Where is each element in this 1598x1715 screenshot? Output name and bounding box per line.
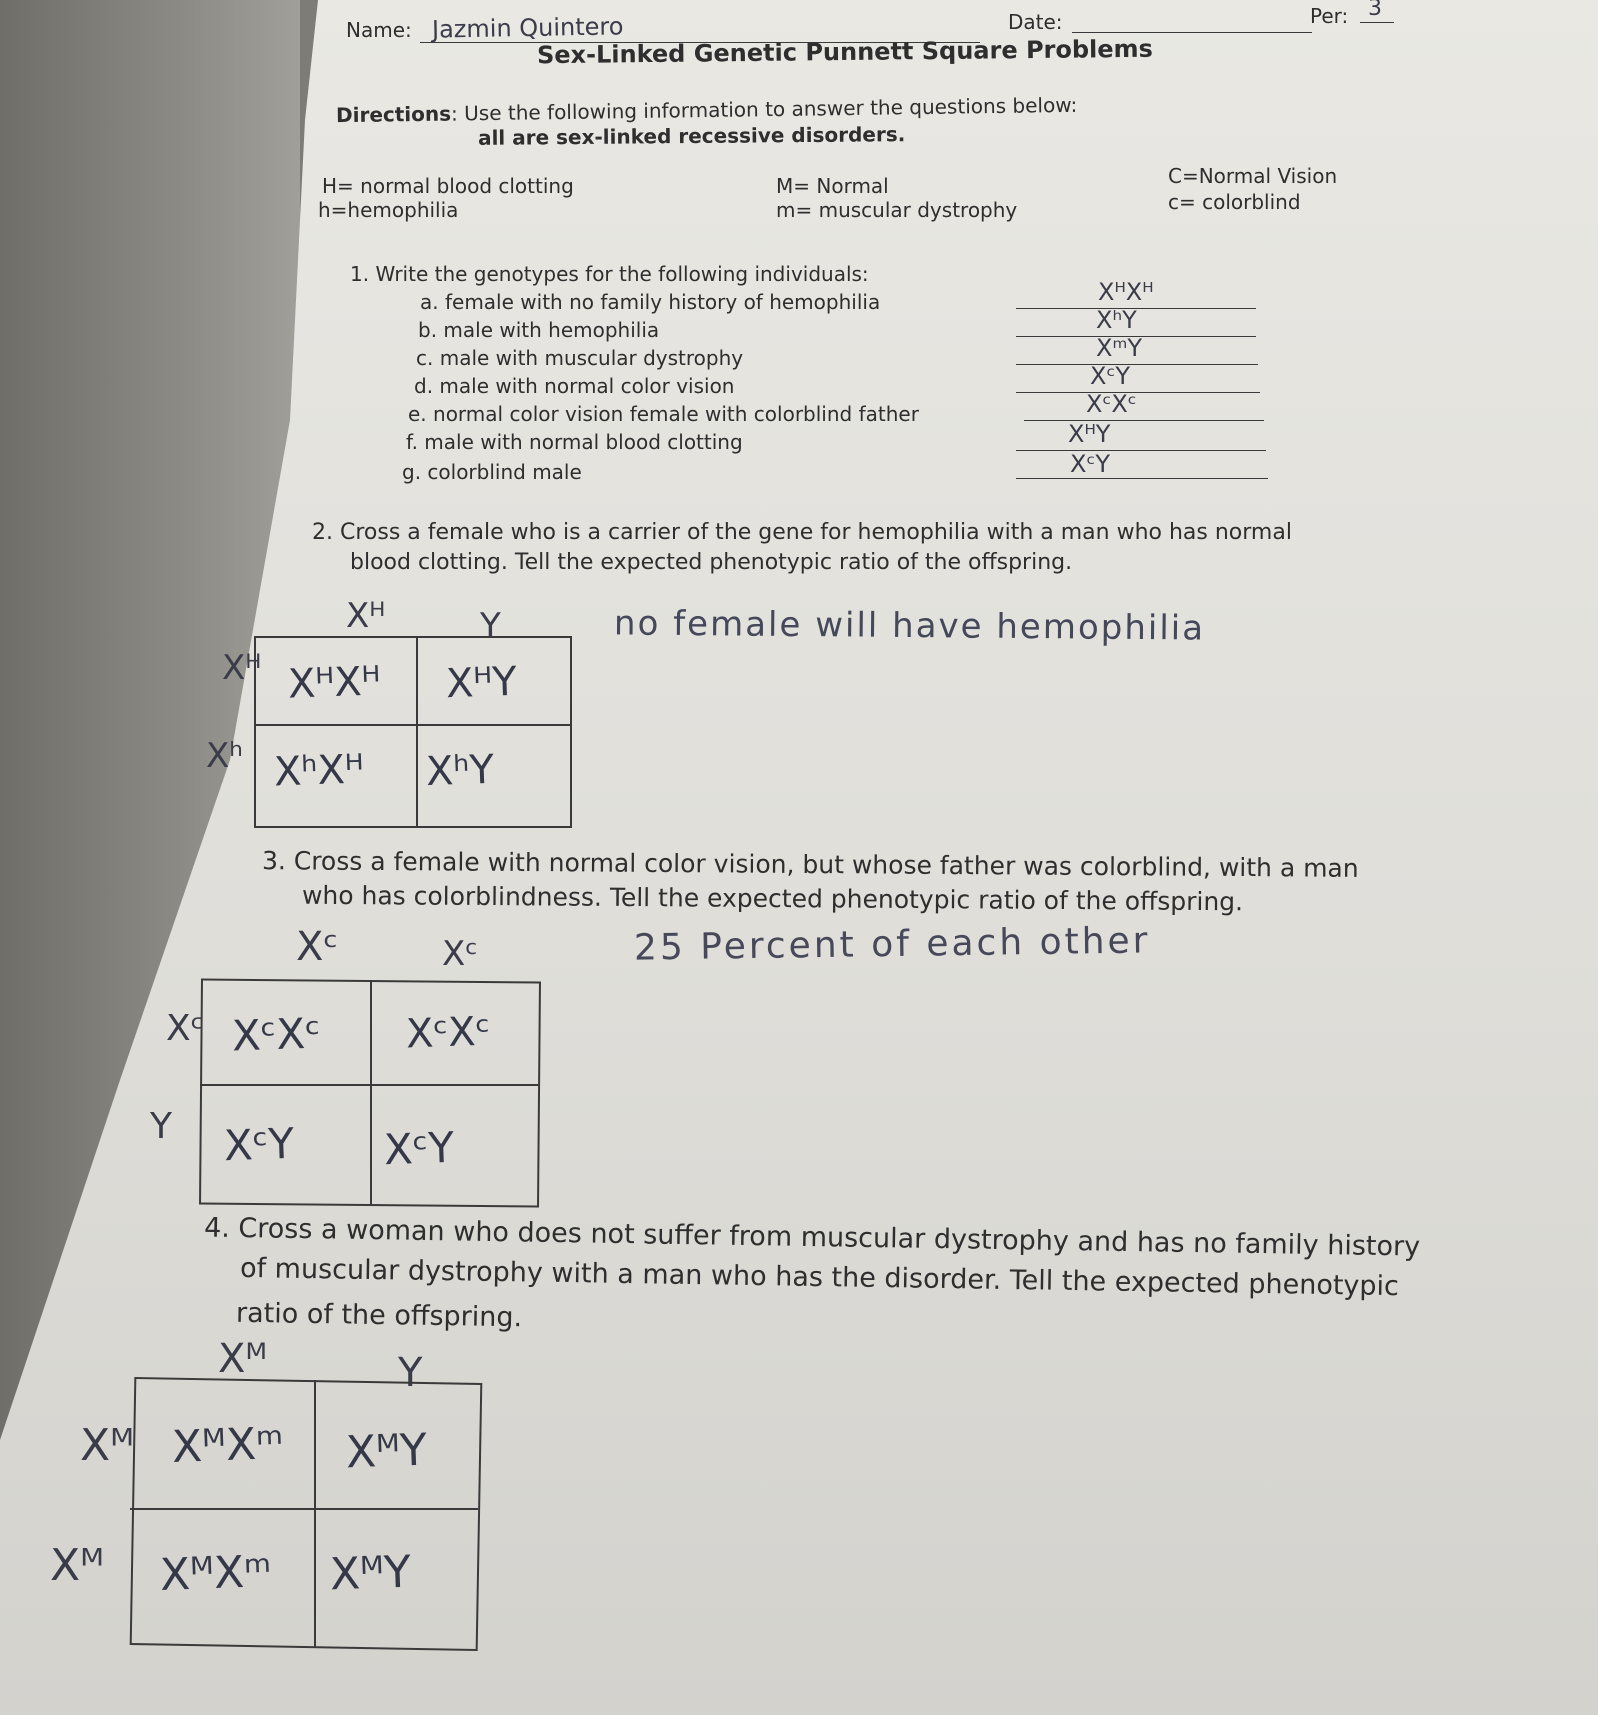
q3-cell-3: XᶜY [223,1118,295,1171]
q1-item-f-label: f. male with normal blood clotting [406,430,743,454]
q2-grid-hline [254,724,570,726]
per-value: 3 [1368,0,1382,21]
q1-item-e-label: e. normal color vision female with colorblind father [408,402,919,426]
q2-handwritten-answer: no female will have hemophilia [613,603,1206,649]
q3-text-line1: 3. Cross a female with normal color vision, but whose father was colorblind, with a man [261,846,1359,883]
q4-text-line2: of muscular dystrophy with a man who has the disorder. Tell the expected phenotypic [239,1252,1400,1303]
q4-grid [130,1377,483,1651]
q1-item-d-line [1016,392,1260,393]
q4-cell-4: XᴹY [329,1546,412,1601]
key-h-recessive: h=hemophilia [318,198,459,222]
q1-item-c-answer: XᵐY [1096,334,1143,362]
q4-grid-vline [314,1380,316,1648]
q1-item-g-label: g. colorblind male [402,460,582,484]
q2-cell-3: XʰXᴴ [273,746,365,796]
q4-cell-3: XᴹXᵐ [159,1546,273,1601]
q1-item-a-label: a. female with no family history of hemophilia [420,290,881,314]
key-h-dominant: H= normal blood clotting [322,174,574,198]
q3-side-allele-2: Y [150,1106,172,1147]
q3-grid-vline [370,980,372,1204]
q4-text-line1: 4. Cross a woman who does not suffer from muscular dystrophy and has no family history [203,1212,1421,1263]
q3-text-line2: who has colorblindness. Tell the expected phenotypic ratio of the offspring. [301,880,1244,917]
date-line [1072,32,1312,33]
date-label: Date: [1008,10,1063,34]
q3-side-allele-1: Xᶜ [166,1008,204,1049]
q4-cell-2: XᴹY [345,1424,428,1479]
name-label: Name: [346,18,412,42]
q4-top-allele-2: Y [398,1350,423,1396]
q1-item-a-answer: XᴴXᴴ [1098,278,1154,306]
directions-label: Directions [335,101,452,128]
q4-text-line3: ratio of the offspring. [235,1297,523,1334]
per-label: Per: [1310,4,1349,28]
q1-item-g-answer: XᶜY [1070,450,1110,478]
q2-grid-vline [416,636,418,826]
key-c-recessive: c= colorblind [1168,190,1301,214]
q4-side-allele-1: Xᴹ [80,1420,135,1471]
q3-grid-hline [200,1084,538,1086]
directions-text: : Use the following information to answer the questions below: [450,92,1078,126]
q2-cell-2: XᴴY [445,658,518,708]
q4-cell-1: XᴹXᵐ [171,1418,285,1473]
q3-top-allele-2: Xᶜ [442,934,478,974]
q1-item-b-answer: XʰY [1096,306,1137,334]
per-line [1360,22,1394,23]
worksheet-title: Sex-Linked Genetic Punnett Square Problems [536,34,1154,70]
q2-cell-4: XʰY [425,746,495,796]
q1-item-f-line [1016,450,1266,451]
q4-grid-hline [130,1508,478,1510]
q3-top-allele-1: Xᶜ [296,924,339,970]
key-m-dominant: M= Normal [776,174,889,198]
q2-text-line1: 2. Cross a female who is a carrier of the gene for hemophilia with a man who has normal [312,520,1292,545]
q3-cell-4: XᶜY [383,1122,455,1175]
q1-item-e-answer: XᶜXᶜ [1086,390,1137,418]
q1-item-f-answer: XᴴY [1068,420,1111,448]
q3-cell-1: XᶜXᶜ [231,1008,322,1061]
q1-prompt: 1. Write the genotypes for the following individuals: [350,262,869,286]
q2-cell-1: XᴴXᴴ [287,658,382,708]
name-value: Jazmin Quintero [431,12,624,44]
q3-cell-2: XᶜXᶜ [405,1008,492,1058]
q3-handwritten-answer: 25 Percent of each other [633,920,1151,969]
q4-side-allele-2: Xᴹ [50,1540,105,1591]
q1-item-d-answer: XᶜY [1090,362,1130,390]
key-m-recessive: m= muscular dystrophy [776,198,1018,222]
q1-item-c-label: c. male with muscular dystrophy [416,346,744,370]
q4-top-allele-1: Xᴹ [218,1336,268,1382]
q2-side-allele-1: Xᴴ [222,648,262,688]
key-c-dominant: C=Normal Vision [1168,164,1338,188]
q2-text-line2: blood clotting. Tell the expected phenotypic ratio of the offspring. [350,550,1073,575]
q1-item-b-label: b. male with hemophilia [418,318,660,342]
q2-top-allele-1: Xᴴ [346,596,386,636]
q1-item-g-line [1016,478,1268,479]
q1-item-c-line [1016,364,1258,365]
directions-subtext: all are sex-linked recessive disorders. [477,122,906,150]
q2-top-allele-2: Y [480,606,501,646]
q1-item-d-label: d. male with normal color vision [414,374,735,398]
q2-side-allele-2: Xʰ [206,736,244,776]
q1-item-e-line [1024,420,1264,421]
